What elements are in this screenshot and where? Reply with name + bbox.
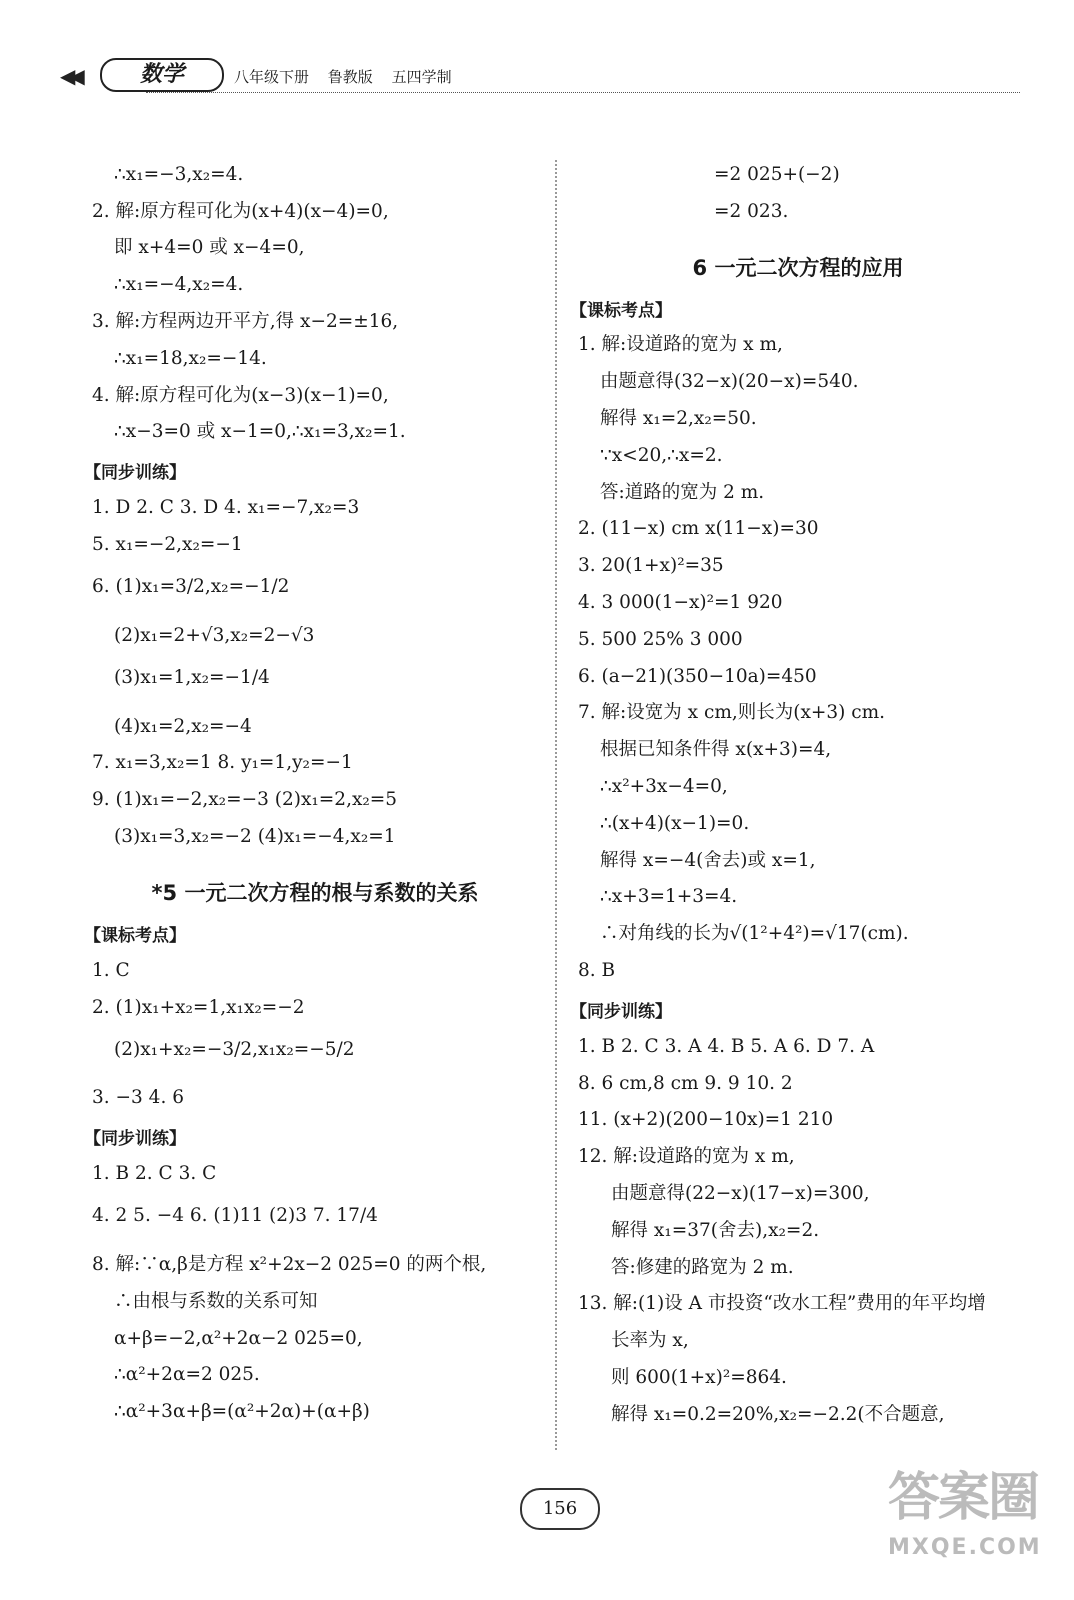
answer-line: ∴x+3=1+3=4. [600,886,738,908]
answer-line: 8. B [578,959,616,981]
answer-line: 12. 解:设道路的宽为 x m, [578,1146,795,1168]
answer-line: 1. B 2. C 3. C [92,1163,217,1185]
answer-line: 6. (a−21)(350−10a)=450 [578,665,817,687]
answer-line: 3. 解:方程两边开平方,得 x−2=±16, [92,310,399,332]
answer-line: 7. 解:设宽为 x cm,则长为(x+3) cm. [578,702,886,724]
answer-line: ∴x₁=−3,x₂=4. [114,163,244,185]
answer-line: 由题意得(22−x)(17−x)=300, [611,1182,870,1204]
answer-line: 2. (11−x) cm x(11−x)=30 [578,518,819,540]
answer-line: 解得 x₁=2,x₂=50. [600,407,757,429]
answer-line: 5. x₁=−2,x₂=−1 [92,533,243,555]
watermark-text: 答案圈 [888,1468,1039,1528]
answer-line: 解得 x=−4(舍去)或 x=1, [600,849,816,871]
answer-line: 答:道路的宽为 2 m. [600,481,765,503]
answer-line: α+β=−2,α²+2α−2 025=0, [114,1327,363,1349]
answer-line: =2 025+(−2) [714,163,840,185]
answer-line: 解得 x₁=0.2=20%,x₂=−2.2(不合题意, [611,1403,945,1425]
edition-label: 鲁教版 [327,68,373,86]
answer-line: (2)x₁=2+√3,x₂=2−√3 [114,624,315,646]
watermark-logo [888,1468,1042,1578]
answer-line: (3)x₁=1,x₂=−1/4 [114,666,270,688]
answer-line: 答:修建的路宽为 2 m. [611,1256,794,1278]
answer-line: 7. x₁=3,x₂=1 8. y₁=1,y₂=−1 [92,752,353,774]
book-meta [234,66,466,87]
subsection-heading: 【同步训练】 [84,1129,186,1150]
answer-line: 1. 解:设道路的宽为 x m, [578,334,783,356]
answer-line: 4. 2 5. −4 6. (1)11 (2)3 7. 17/4 [92,1205,378,1227]
left-column [84,150,538,1424]
answer-line: 1. B 2. C 3. A 4. B 5. A 6. D 7. A [578,1035,875,1057]
answer-line: 8. 6 cm,8 cm 9. 9 10. 2 [578,1072,793,1094]
answer-line: 1. D 2. C 3. D 4. x₁=−7,x₂=3 [92,497,360,519]
answer-line: ∴x²+3x−4=0, [600,775,728,797]
answer-line: 2. (1)x₁+x₂=1,x₁x₂=−2 [92,996,305,1018]
answer-line: ∴(x+4)(x−1)=0. [600,812,750,834]
answer-line: =2 023. [714,200,789,222]
watermark-url: MXQE.COM [888,1535,1042,1560]
page-header [60,56,1020,96]
answer-line: 11. (x+2)(200−10x)=1 210 [578,1109,834,1131]
column-divider [555,160,557,1450]
answer-line: (2)x₁+x₂=−3/2,x₁x₂=−5/2 [114,1038,355,1060]
page-number: 156 [520,1488,600,1530]
answer-line: ∴x₁=18,x₂=−14. [114,347,267,369]
answer-line: 4. 3 000(1−x)²=1 920 [578,591,783,613]
header-rule [146,92,1020,93]
answer-line: 8. 解:∵α,β是方程 x²+2x−2 025=0 的两个根, [92,1253,487,1275]
subsection-heading: 【同步训练】 [570,1001,672,1022]
answer-line: 由题意得(32−x)(20−x)=540. [600,371,859,393]
answer-line: 1. C [92,959,130,981]
arrow-icon: ◀◀ [60,64,79,88]
answer-line: (4)x₁=2,x₂=−4 [114,715,252,737]
subsection-heading: 【同步训练】 [84,463,186,484]
answer-line: ∴x₁=−4,x₂=4. [114,274,244,296]
answer-line: ∵x<20,∴x=2. [600,444,723,466]
section-heading: *5 一元二次方程的根与系数的关系 [151,880,479,905]
answer-line: 长率为 x, [611,1330,689,1352]
answer-line: 4. 解:原方程可化为(x−3)(x−1)=0, [92,384,389,406]
answer-line: ∴α²+2α=2 025. [114,1364,260,1386]
answer-line: (3)x₁=3,x₂=−2 (4)x₁=−4,x₂=1 [114,825,396,847]
subject-badge: 数学 [100,58,224,92]
answer-line: 2. 解:原方程可化为(x+4)(x−4)=0, [92,200,389,222]
answer-line: 9. (1)x₁=−2,x₂=−3 (2)x₁=2,x₂=5 [92,789,398,811]
answer-line: ∴由根与系数的关系可知 [114,1290,318,1312]
answer-line: ∴对角线的长为√(1²+4²)=√17(cm). [600,923,909,945]
answer-line: 3. −3 4. 6 [92,1087,184,1109]
answer-line: 即 x+4=0 或 x−4=0, [114,237,305,259]
answer-line: 5. 500 25% 3 000 [578,628,743,650]
subsection-heading: 【课标考点】 [570,300,672,321]
answer-line: ∴α²+3α+β=(α²+2α)+(α+β) [114,1401,370,1423]
answer-line: ∴x−3=0 或 x−1=0,∴x₁=3,x₂=1. [114,421,406,443]
answer-line: 6. (1)x₁=3/2,x₂=−1/2 [92,575,290,597]
answer-line: 则 600(1+x)²=864. [611,1366,787,1388]
answer-line: 3. 20(1+x)²=35 [578,555,724,577]
section-heading: 6 一元二次方程的应用 [692,255,904,280]
right-column [570,150,1018,1427]
answer-line: 13. 解:(1)设 A 市投资“改水工程”费用的年平均增 [578,1293,986,1315]
answer-line: 解得 x₁=37(舍去),x₂=2. [611,1219,820,1241]
subsection-heading: 【课标考点】 [84,925,186,946]
answer-line: 根据已知条件得 x(x+3)=4, [600,739,832,761]
grade-label: 八年级下册 [234,68,310,86]
system-label: 五四学制 [391,68,452,86]
